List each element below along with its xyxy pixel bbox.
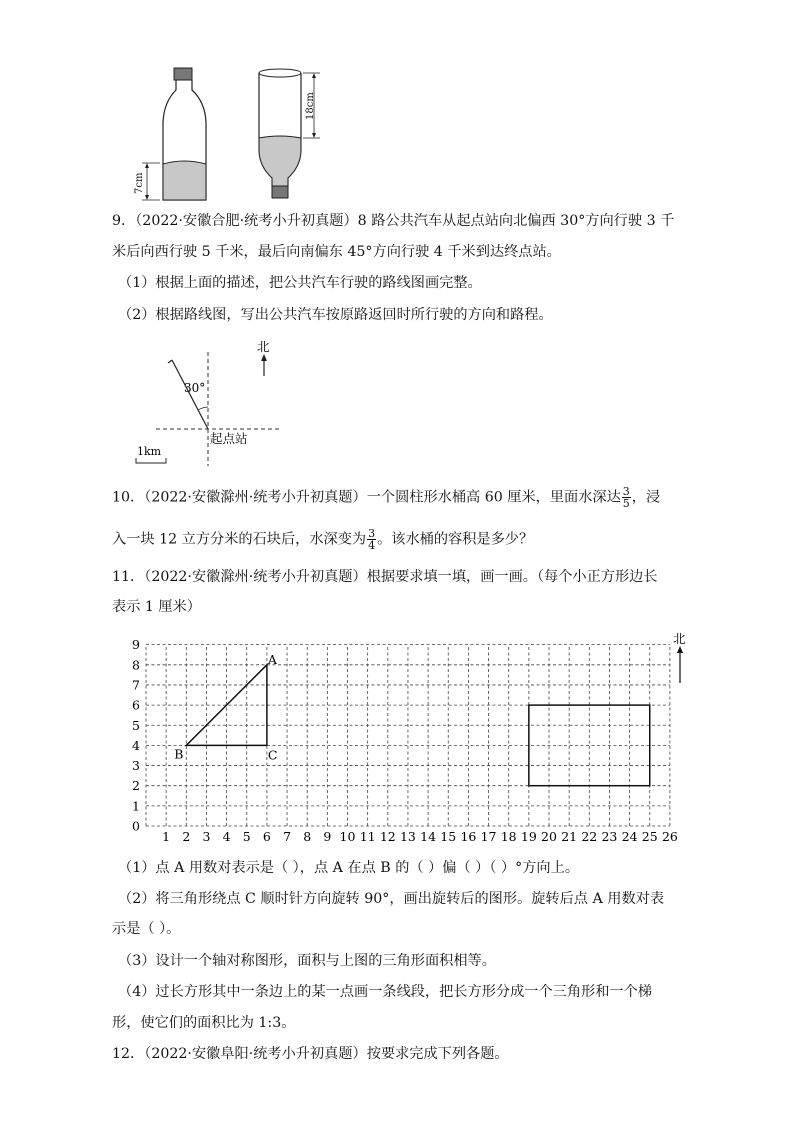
y-tick-label: 7 bbox=[132, 677, 140, 693]
y-tick-label: 0 bbox=[132, 818, 140, 834]
y-axis-ticks bbox=[132, 637, 140, 833]
q10-fraction-1: $\frac{3}{5}$ bbox=[622, 485, 630, 510]
q11-sub3: （3）设计一个轴对称图形，面积与上图的三角形面积相等。 bbox=[118, 953, 496, 969]
x-tick-label: 22 bbox=[581, 829, 598, 844]
x-tick-label: 25 bbox=[641, 829, 658, 844]
q10-fraction-2: $\frac{3}{4}$ bbox=[368, 527, 376, 552]
q11-text-line2: 表示 1 厘米） bbox=[112, 599, 201, 615]
north-label: 北 bbox=[257, 339, 270, 354]
bottles-figure bbox=[130, 62, 330, 204]
start-station-label: 起点站 bbox=[210, 431, 248, 446]
x-axis-ticks bbox=[162, 829, 678, 844]
bottle-height-label-right: 18cm bbox=[305, 92, 316, 120]
q9-sub1: （1）根据上面的描述，把公共汽车行驶的路线图画完整。 bbox=[118, 275, 482, 291]
q11-sub2-line1: （2）将三角形绕点 C 顺时针方向旋转 90°，画出旋转后的图形。旋转后点 A 用数对表 bbox=[118, 891, 665, 907]
y-tick-label: 3 bbox=[132, 758, 140, 774]
x-tick-label: 18 bbox=[500, 829, 517, 844]
grid-north-label: 北 bbox=[673, 631, 686, 646]
point-a-label: A bbox=[267, 651, 277, 667]
x-tick-label: 14 bbox=[420, 829, 437, 844]
point-b-label: B bbox=[174, 746, 184, 762]
x-tick-label: 19 bbox=[520, 829, 537, 844]
q9-sub2: （2）根据路线图，写出公共汽车按原路返回时所行驶的方向和路程。 bbox=[118, 307, 553, 323]
x-tick-label: 8 bbox=[303, 829, 312, 844]
upright-bottle bbox=[134, 68, 206, 200]
x-tick-label: 1 bbox=[162, 829, 171, 844]
coordinate-grid-figure bbox=[126, 626, 696, 846]
q11-sub4-line2: 形，使它们的面积比为 1:3。 bbox=[112, 1015, 296, 1031]
x-tick-label: 23 bbox=[601, 829, 618, 844]
x-tick-label: 10 bbox=[339, 829, 356, 844]
x-tick-label: 4 bbox=[222, 829, 231, 844]
x-tick-label: 13 bbox=[399, 829, 416, 844]
grid-lines bbox=[146, 645, 670, 826]
y-tick-label: 2 bbox=[132, 778, 140, 794]
q9-text-line2: 米后向西行驶 5 千米，最后向南偏东 45°方向行驶 4 千米到达终点站。 bbox=[112, 244, 561, 260]
x-tick-label: 2 bbox=[182, 829, 191, 844]
q10-part3: 入一块 12 立方分米的石块后，水深变为 bbox=[112, 531, 367, 548]
inverted-bottle bbox=[259, 69, 320, 198]
q11-text-line1: 11．（2022·安徽滁州·统考小升初真题）根据要求填一填，画一画。（每个小正方形边长 bbox=[112, 569, 658, 585]
x-tick-label: 3 bbox=[202, 829, 211, 844]
y-tick-label: 1 bbox=[132, 798, 140, 814]
x-tick-label: 21 bbox=[561, 829, 578, 844]
x-tick-label: 9 bbox=[323, 829, 332, 844]
q10-text-line2 bbox=[112, 528, 533, 551]
q12-text-line1: 12．（2022·安徽阜阳·统考小升初真题）按要求完成下列各题。 bbox=[112, 1046, 509, 1062]
q11-sub4-line1: （4）过长方形其中一条边上的某一点画一条线段，把长方形分成一个三角形和一个梯 bbox=[118, 984, 652, 1000]
x-tick-label: 6 bbox=[262, 829, 271, 844]
y-tick-label: 6 bbox=[132, 697, 140, 713]
scale-label: 1km bbox=[137, 445, 162, 458]
q11-sub1: （1）点 A 用数对表示是（ ），点 A 在点 B 的（ ）偏（ ）（ ）°方向上。 bbox=[118, 860, 580, 876]
x-tick-label: 15 bbox=[440, 829, 457, 844]
y-tick-label: 8 bbox=[132, 657, 140, 673]
y-tick-label: 4 bbox=[132, 737, 140, 753]
x-tick-label: 12 bbox=[379, 829, 396, 844]
scale-bar bbox=[136, 458, 166, 463]
y-tick-label: 5 bbox=[132, 717, 140, 733]
y-tick-label: 9 bbox=[132, 637, 140, 653]
x-tick-label: 5 bbox=[242, 829, 251, 844]
x-tick-label: 26 bbox=[661, 829, 678, 844]
x-tick-label: 16 bbox=[460, 829, 477, 844]
x-tick-label: 24 bbox=[621, 829, 638, 844]
q10-text-line1 bbox=[112, 486, 660, 509]
q10-part1: 10．（2022·安徽滁州·统考小升初真题）一个圆柱形水桶高 60 厘米，里面水深达 bbox=[112, 489, 621, 506]
x-tick-label: 20 bbox=[541, 829, 557, 844]
q11-sub2-line2: 示是（ ）。 bbox=[112, 921, 181, 937]
angle-label: 30° bbox=[184, 381, 206, 395]
q10-part2: ，浸 bbox=[631, 489, 661, 506]
x-tick-label: 7 bbox=[283, 829, 292, 844]
q10-part4: 。该水桶的容积是多少？ bbox=[377, 531, 534, 548]
bottle-height-label-left: 7cm bbox=[134, 172, 145, 194]
q9-route-figure bbox=[128, 336, 308, 470]
x-tick-label: 17 bbox=[480, 829, 497, 844]
x-tick-label: 11 bbox=[359, 829, 376, 844]
point-c-label: C bbox=[267, 747, 278, 763]
q9-text-line1: 9．（2022·安徽合肥·统考小升初真题）8 路公共汽车从起点站向北偏西 30°方向行驶 3 千 bbox=[112, 213, 675, 229]
